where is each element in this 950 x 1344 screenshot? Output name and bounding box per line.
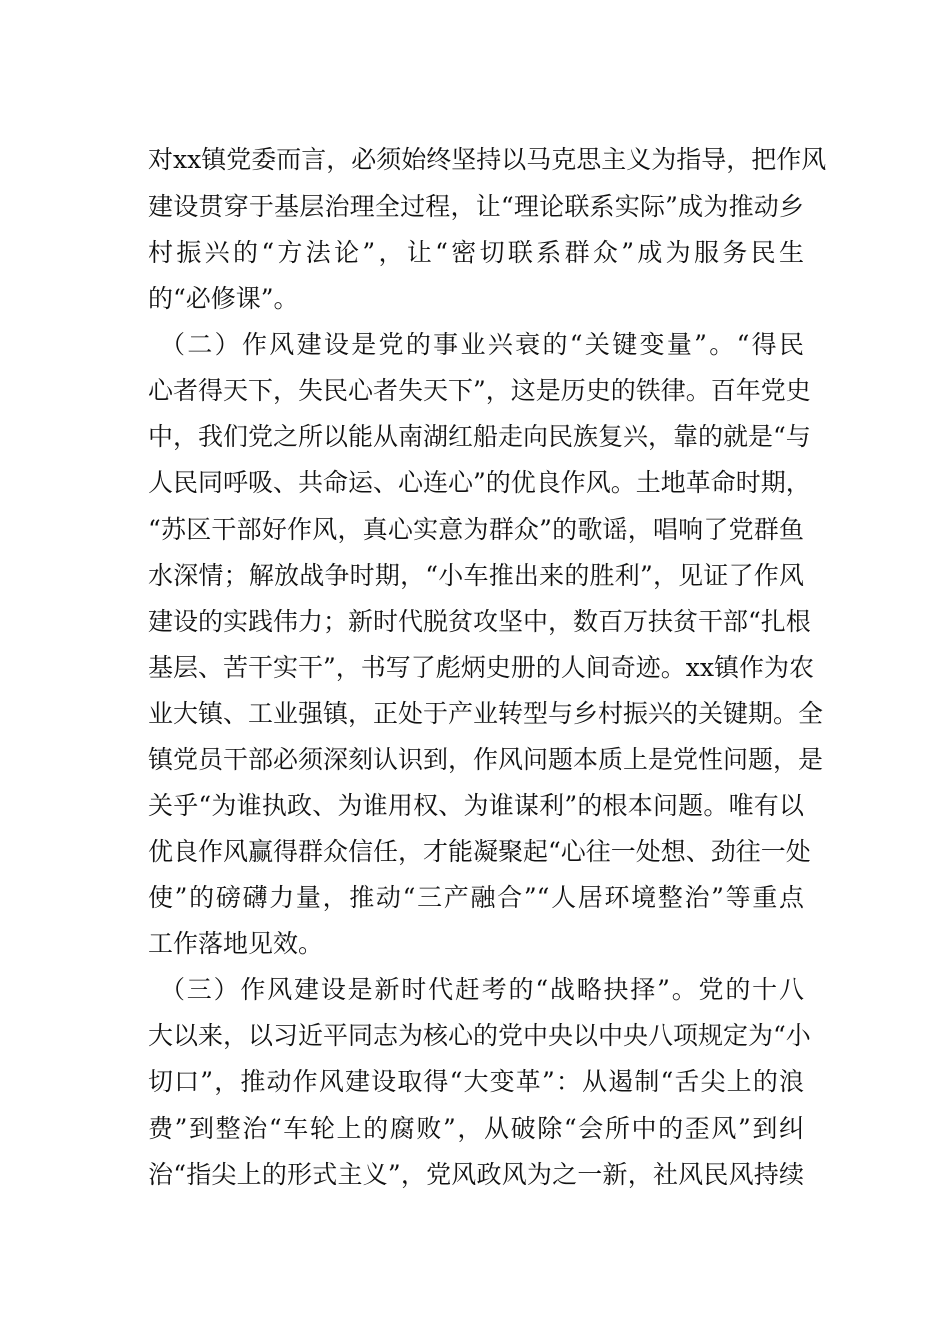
text-line: 建设贯穿于基层治理全过程，让“理论联系实际”成为推动乡 <box>148 192 804 221</box>
text-line: 治“指尖上的形式主义”，党风政风为之一新，社风民风持续 <box>148 1160 804 1189</box>
text-line: “苏区干部好作风，真心实意为群众”的歌谣，唱响了党群鱼 <box>148 515 804 544</box>
text-line: 切口”，推动作风建设取得“大变革”：从遏制“舌尖上的浪 <box>148 1067 804 1096</box>
text-line: 人民同呼吸、共命运、心连心”的优良作风。土地革命时期， <box>148 468 811 497</box>
text-line: 建设的实践伟力；新时代脱贫攻坚中，数百万扶贫干部“扎根 <box>148 607 811 636</box>
text-line: 优良作风赢得群众信任，才能凝聚起“心往一处想、劲往一处 <box>148 837 811 866</box>
text-line: 心者得天下，失民心者失天下”，这是历史的铁律。百年党史 <box>148 376 811 405</box>
text-line: 的“必修课”。 <box>148 284 299 313</box>
section-heading-2: （二）作风建设是党的事业兴衰的“关键变量”。“得民 <box>160 330 804 359</box>
text-line: 关乎“为谁执政、为谁用权、为谁谋利”的根本问题。唯有以 <box>148 791 804 820</box>
text-line: 大以来，以习近平同志为核心的党中央以中央八项规定为“小 <box>148 1021 811 1050</box>
section-heading-3: （三）作风建设是新时代赶考的“战略抉择”。党的十八 <box>160 975 804 1004</box>
text-line: 使”的磅礴力量，推动“三产融合”“人居环境整治”等重点 <box>148 883 804 912</box>
text-line: 村振兴的“方法论”，让“密切联系群众”成为服务民生 <box>148 238 804 267</box>
text-line: 中，我们党之所以能从南湖红船走向民族复兴，靠的就是“与 <box>148 422 811 451</box>
text-line: 水深情；解放战争时期，“小车推出来的胜利”，见证了作风 <box>148 561 804 590</box>
text-line: 业大镇、工业强镇，正处于产业转型与乡村振兴的关键期。全 <box>148 699 824 728</box>
text-line: 对xx镇党委而言，必须始终坚持以马克思主义为指导，把作风 <box>148 145 827 174</box>
text-line: 工作落地见效。 <box>148 929 324 958</box>
text-line: 费”到整治“车轮上的腐败”，从破除“会所中的歪风”到纠 <box>148 1114 804 1143</box>
text-line: 镇党员干部必须深刻认识到，作风问题本质上是党性问题，是 <box>148 745 824 774</box>
text-line: 基层、苦干实干”，书写了彪炳史册的人间奇迹。xx镇作为农 <box>148 653 814 682</box>
